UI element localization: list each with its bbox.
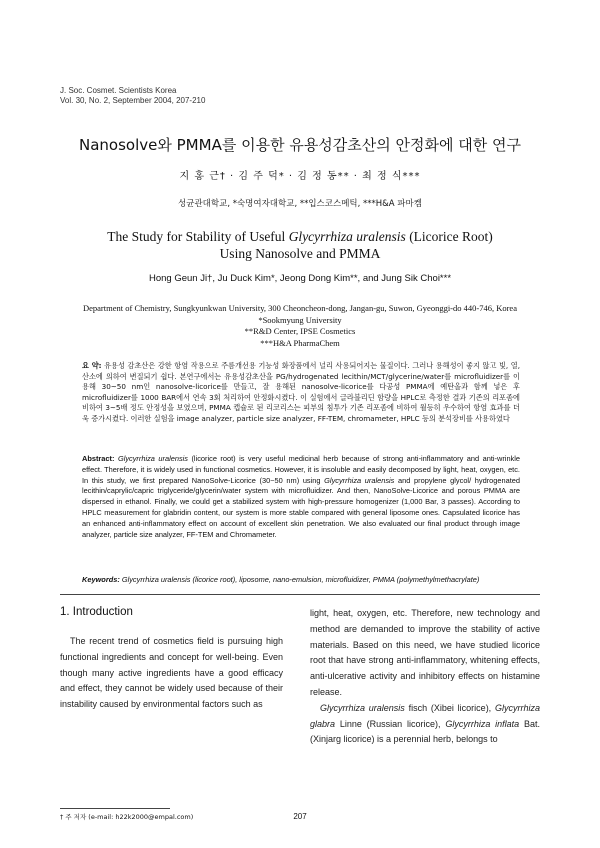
english-abstract [82,454,520,540]
species-name: Glycyrrhiza inflata [445,718,520,729]
korean-abstract [82,361,520,425]
abstract-text: 유용성 감초산은 강한 항염 작용으로 주름개선용 기능성 화장품에서 널리 사용되어지는 물질이다. 그러나 용해성이 좋지 않고 빛, 열, 산소에 의하여 변질되기 쉽다. 본연구에서는 유용성감초산을 PG/hydrogenated lecithin/MCT/glycerine/water를 microfluidizer를 이용해 30~50 nm인 nanosolve-licorice를 만들고, 잘 용해된 nanosolve-licorice를 다공성 PMMA에 예탄올과 함께 넣은 후 microfluidizer를 1000 BAR에서 연속 3회 처리하여 안정화시켰다. 이 실험에서 글라블리딘 함량을 HPLC로 측정한 결과 기존의 리포좀에 비하여 3~5배 정도 안정성을 보였으며, PMMA 캡슐로 된 리코리스는 피부의 침투가 기존 리포좀에 비하여 월등히 우수하여 항염 효과를 더욱 증가시켰다. 이러한 실험을 image analyzer, particle size analyzer, FF-TEM, chromameter, HPLC 등의 분석장비를 사용하였다 [82,361,520,423]
abstract-species: Glycyrrhiza uralensis [324,475,395,485]
footnote-rule [60,808,170,809]
abstract-label: Abstract: [82,454,115,463]
species-name: Glycyrrhiza glabra [310,702,540,729]
abstract-text: and propylene glycol/ hydrogenated lecithin/caprylic/capric triglyceride/glycerin/water system with microfluidizer. And then, NanoSolve-Licorice and porous PMMA are dispersed in ethanol. Finally, we could get a stabilized system with high-pressure homogenizer (1,000 Bar, 3 passes). According to HPLC measurement for glabridin content, our system is more stable compared with general liposome ones. Capsulated licorice has an enhanced anti-inflammatory effect on account of excellent skin penetration. We also evaluated our final product through image analyzer, particle size analyzer, FF-TEM and Chromameter. [82,475,520,539]
korean-authors: 지 홍 근† · 김 주 덕* · 김 정 동** · 최 정 식*** [179,171,421,182]
section-divider [60,594,540,595]
abstract-species: Glycyrrhiza uralensis [117,454,188,463]
journal-volume: Vol. 30, No. 2, September 2004, 207-210 [60,96,206,105]
affiliation-line: Department of Chemistry, Sungkyunkwan University, 300 Cheoncheon-dong, Jangan-gu, Suwon, Gyeonggi-do 440-746, Korea [83,303,517,313]
text-run: Bat. (Xinjarg licorice) is a perennial herb, belongs to [310,718,540,745]
body-paragraph: light, heat, oxygen, etc. Therefore, new technology and method are demanded to improve the stability of active materials. Based on this need, we have studied licorice root that have strong anti-inflammatory, whitening effects, anti-ulcerative activity and inhibitory effects on histamine release. [310,608,540,697]
abstract-text: (licorice root) is very useful medicinal herb because of strong anti-inflammatory and anti-wrinkle effect. Therefore, it is widely used in functional cosmetics. However, it is insoluble and easily decomposed by light, heat, oxygen, etc. In this study, we first prepared NanoSolve-Licorice (30~50 nm) using [82,454,521,485]
title-line2: Using Nanosolve and PMMA [219,246,381,261]
english-affiliations [40,303,560,349]
keywords [82,575,520,584]
journal-citation [60,86,205,106]
english-title [0,228,600,262]
body-column-left [60,634,283,713]
affiliation-line: ***H&A PharmaChem [260,337,340,348]
keywords-label: Keywords: [82,575,120,584]
page-number: 207 [293,812,307,821]
body-column-right [310,606,540,748]
text-run: Linne (Russian licorice), [335,718,446,729]
body-paragraph: The recent trend of cosmetics field is pursuing high functional ingredients and concept for well-being. Even though many active ingredients have a good efficacy and effect, they cannot be widely used because of their instability caused by environmental factors such as [60,636,283,710]
title-species: Glycyrrhiza uralensis [288,229,406,244]
abstract-label: 요 약: [82,361,102,370]
title-part: (Licorice Root) [405,229,493,244]
title-part: The Study for Stability of Useful [107,229,289,244]
journal-name: J. Soc. Cosmet. Scientists Korea [60,86,177,95]
species-name: Glycyrrhiza uralensis [320,702,405,713]
footnote: † 주 저자 (e-mail: h22k2000@empal.com) [60,813,194,821]
korean-affiliation: 성균관대학교, *숙명여자대학교, **입스코스메틱, ***H&A 파마켐 [178,199,422,209]
affiliation-line: *Sookmyung University [258,314,342,325]
section-heading: 1. Introduction [60,606,133,618]
english-authors: Hong Geun Ji†, Ju Duck Kim*, Jeong Dong Kim**, and Jung Sik Choi*** [148,273,452,284]
keywords-text: Glycyrrhiza uralensis (licorice root), liposome, nano-emulsion, microfluidizer, PMMA (polymethylmethacrylate) [119,575,480,584]
korean-title: Nanosolve와 PMMA를 이용한 유용성감초산의 안정화에 대한 연구 [79,136,521,154]
affiliation-line: **R&D Center, IPSE Cosmetics [244,326,356,336]
text-run: fisch (Xibei licorice), [404,702,495,713]
body-paragraph [310,701,540,748]
